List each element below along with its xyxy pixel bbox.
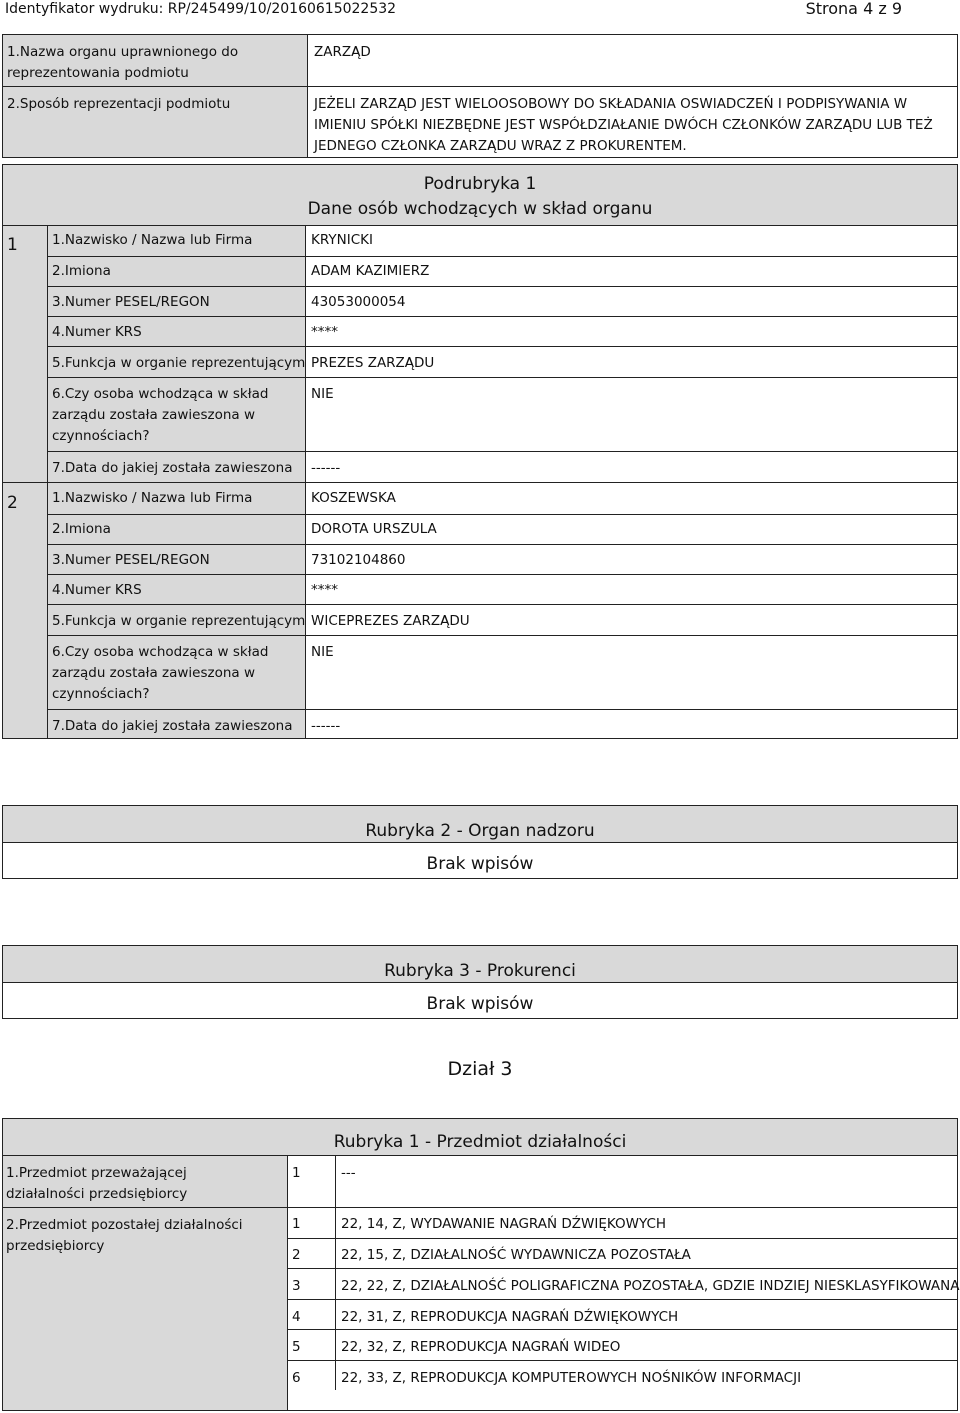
organ-name-label-cell (2, 34, 308, 87)
print-identifier: Identyfikator wydruku: RP/245499/10/20160615022532 (5, 1, 397, 17)
names-value: DOROTA URSZULA (311, 521, 437, 537)
rubryka2-body (2, 842, 958, 879)
row-line (288, 1299, 958, 1300)
function-value: PREZES ZARZĄDU (311, 355, 435, 371)
row-line (288, 1360, 958, 1361)
rubryka3-body (2, 982, 958, 1019)
surname-value: KOSZEWSKA (311, 490, 396, 506)
repr-label-cell (2, 86, 308, 158)
suspended-date-label: 7.Data do jakiej została zawieszona (52, 460, 293, 476)
surname-label: 1.Nazwisko / Nazwa lub Firma (52, 490, 253, 506)
krs-label: 4.Numer KRS (52, 324, 142, 340)
activity-value: 22, 32, Z, REPRODUKCJA NAGRAŃ WIDEO (341, 1339, 621, 1355)
row-line (48, 514, 958, 515)
activity-header (2, 1118, 958, 1156)
row-line (48, 256, 958, 257)
subsection-title: Podrubryka 1 (423, 174, 537, 194)
pesel-value: 73102104860 (311, 552, 406, 568)
person-divider (3, 482, 47, 483)
row-line (48, 544, 958, 545)
activity-value: 22, 15, Z, DZIAŁALNOŚĆ WYDAWNICZA POZOSTAŁA (341, 1247, 691, 1263)
activity-number: 5 (292, 1339, 301, 1355)
krs-value: **** (311, 582, 338, 598)
krs-value: **** (311, 324, 338, 340)
rubryka3-title: Rubryka 3 - Prokurenci (384, 961, 576, 981)
pesel-label: 3.Numer PESEL/REGON (52, 294, 210, 310)
activity-number: 6 (292, 1370, 301, 1386)
activity-number: 3 (292, 1278, 301, 1294)
person-number: 2 (7, 493, 18, 513)
rubryka2-header (2, 805, 958, 843)
suspended-label: 6.Czy osoba wchodząca w skład zarządu została zawieszona w czynnościach? (52, 386, 269, 444)
section-title: Dział 3 (447, 1058, 513, 1080)
suspended-label: 6.Czy osoba wchodząca w skład zarządu została zawieszona w czynnościach? (52, 644, 269, 702)
pesel-value: 43053000054 (311, 294, 406, 310)
names-label: 2.Imiona (52, 521, 111, 537)
activity-value: 22, 14, Z, WYDAWANIE NAGRAŃ DŹWIĘKOWYCH (341, 1216, 667, 1232)
row-line (48, 451, 958, 452)
row-line (3, 1207, 957, 1208)
suspended-value: NIE (311, 644, 334, 660)
row-line (288, 1329, 958, 1330)
rubryka2-title: Rubryka 2 - Organ nadzoru (365, 821, 595, 841)
names-value: ADAM KAZIMIERZ (311, 263, 430, 279)
activity-value: 22, 22, Z, DZIAŁALNOŚĆ POLIGRAFICZNA POZOSTAŁA, GDZIE INDZIEJ NIESKLASYFIKOWANA (341, 1278, 960, 1294)
organ-name-label: 1.Nazwa organu uprawnionego do reprezentowania podmiotu (7, 44, 239, 81)
repr-label: 2.Sposób reprezentacji podmiotu (7, 96, 231, 112)
row-line (288, 1238, 958, 1239)
row-line (48, 604, 958, 605)
row-line (48, 286, 958, 287)
activity-value: 22, 31, Z, REPRODUKCJA NAGRAŃ DŹWIĘKOWYCH (341, 1309, 679, 1325)
main-activity-label: 1.Przedmiot przeważającej działalności przedsiębiorcy (6, 1165, 188, 1202)
repr-value: JEŻELI ZARZĄD JEST WIELOOSOBOWY DO SKŁADANIA OSWIADCZEŃ I PODPISYWANIA W IMIENIU SPÓŁKI NIEZBĘDNE JEST WSPÓŁDZIAŁANIE DWÓCH CZŁONKÓW ZARZĄDU LUB TEŻ JEDNEGO CZŁONKA ZARZĄDU WRAZ Z PROKURENTEM. (314, 96, 933, 154)
repr-value-cell (307, 86, 958, 158)
main-activity-value: --- (341, 1165, 356, 1181)
row-line (48, 316, 958, 317)
function-label: 5.Funkcja w organie reprezentującym (52, 355, 306, 371)
suspended-date-value: ------ (311, 718, 341, 734)
row-line (48, 377, 958, 378)
rubryka3-header (2, 945, 958, 983)
main-activity-number: 1 (292, 1165, 301, 1181)
row-line (48, 346, 958, 347)
row-line (48, 635, 958, 636)
organ-name-value-cell (307, 34, 958, 87)
rubryka2-value: Brak wpisów (426, 854, 534, 874)
organ-name-value: ZARZĄD (314, 44, 371, 60)
activity-number: 1 (292, 1216, 301, 1232)
other-activity-label: 2.Przedmiot pozostałej działalności przedsiębiorcy (6, 1217, 243, 1254)
suspended-date-label: 7.Data do jakiej została zawieszona (52, 718, 293, 734)
names-label: 2.Imiona (52, 263, 111, 279)
krs-label: 4.Numer KRS (52, 582, 142, 598)
activity-title: Rubryka 1 - Przedmiot działalności (333, 1132, 627, 1152)
activity-value: 22, 33, Z, REPRODUKCJA KOMPUTEROWYCH NOŚNIKÓW INFORMACJI (341, 1370, 802, 1386)
activity-number: 4 (292, 1309, 301, 1325)
row-line (48, 574, 958, 575)
rubryka3-value: Brak wpisów (426, 994, 534, 1014)
page-number: Strona 4 z 9 (805, 0, 902, 18)
row-line (48, 709, 958, 710)
pesel-label: 3.Numer PESEL/REGON (52, 552, 210, 568)
function-label: 5.Funkcja w organie reprezentującym (52, 613, 306, 629)
function-value: WICEPREZES ZARZĄDU (311, 613, 470, 629)
activity-number: 2 (292, 1247, 301, 1263)
col-line (335, 1156, 336, 1207)
suspended-value: NIE (311, 386, 334, 402)
row-line (288, 1268, 958, 1269)
suspended-date-value: ------ (311, 460, 341, 476)
surname-value: KRYNICKI (311, 232, 373, 248)
person-number: 1 (7, 235, 18, 255)
surname-label: 1.Nazwisko / Nazwa lub Firma (52, 232, 253, 248)
subsection-header (2, 164, 958, 226)
subsection-subtitle: Dane osób wchodzących w skład organu (307, 199, 653, 219)
